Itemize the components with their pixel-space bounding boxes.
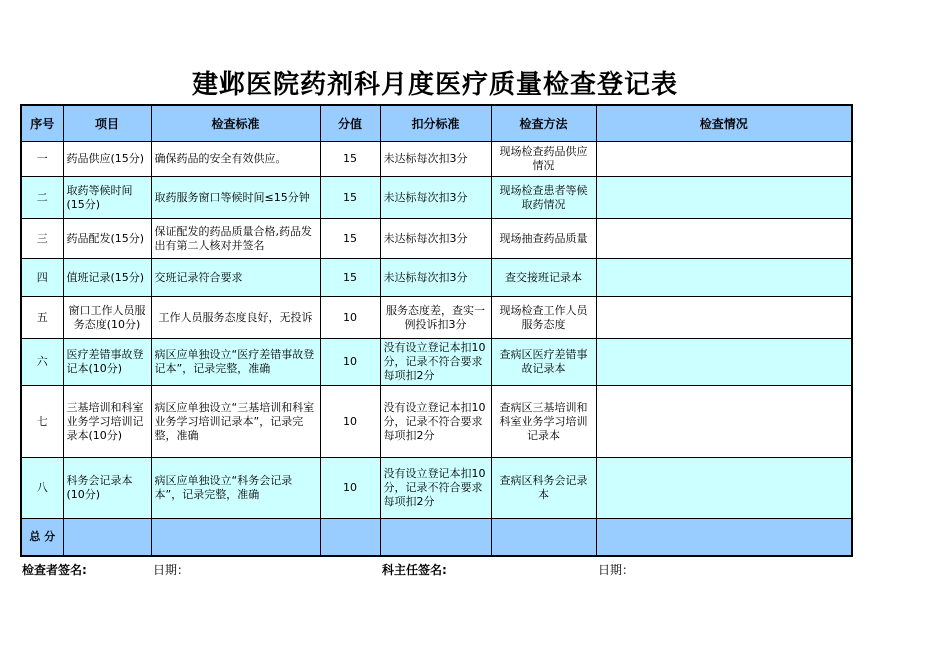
total-cell bbox=[320, 519, 380, 556]
cell-standard: 交班记录符合要求 bbox=[151, 259, 320, 297]
total-cell bbox=[151, 519, 320, 556]
cell-item: 窗口工作人员服务态度(10分) bbox=[63, 297, 151, 339]
table-row bbox=[21, 297, 852, 339]
cell-result[interactable] bbox=[596, 142, 852, 177]
cell-item: 药品配发(15分) bbox=[63, 219, 151, 259]
inspector-signature-label: 检查者签名: bbox=[22, 563, 87, 577]
cell-seq: 五 bbox=[21, 297, 63, 339]
cell-deduct: 没有设立登记本扣10分，记录不符合要求每项扣2分 bbox=[380, 386, 491, 458]
total-row bbox=[21, 519, 852, 556]
cell-score: 10 bbox=[320, 339, 380, 386]
cell-result[interactable] bbox=[596, 259, 852, 297]
director-signature-label: 科主任签名: bbox=[382, 563, 447, 577]
total-label: 总 分 bbox=[21, 519, 63, 556]
cell-score: 10 bbox=[320, 458, 380, 519]
cell-result[interactable] bbox=[596, 339, 852, 386]
cell-standard: 病区应单独设立“三基培训和科室业务学习培训记录本”，记录完整，准确 bbox=[151, 386, 320, 458]
cell-deduct: 未达标每次扣3分 bbox=[380, 177, 491, 219]
cell-score: 15 bbox=[320, 259, 380, 297]
cell-seq: 七 bbox=[21, 386, 63, 458]
table-row bbox=[21, 142, 852, 177]
table-row bbox=[21, 259, 852, 297]
cell-seq: 二 bbox=[21, 177, 63, 219]
cell-result[interactable] bbox=[596, 219, 852, 259]
total-cell bbox=[63, 519, 151, 556]
cell-standard: 工作人员服务态度良好，无投诉 bbox=[151, 297, 320, 339]
header-deduct: 扣分标准 bbox=[380, 105, 491, 142]
director-date-label: 日期： bbox=[598, 563, 635, 577]
page-title: 建邺医院药剂科月度医疗质量检查登记表 bbox=[191, 70, 678, 100]
cell-score: 15 bbox=[320, 177, 380, 219]
cell-standard: 病区应单独设立“科务会记录本”，记录完整，准确 bbox=[151, 458, 320, 519]
cell-deduct: 未达标每次扣3分 bbox=[380, 259, 491, 297]
cell-method: 查病区科务会记录本 bbox=[491, 458, 596, 519]
cell-seq: 一 bbox=[21, 142, 63, 177]
cell-standard: 确保药品的安全有效供应。 bbox=[151, 142, 320, 177]
header-score: 分值 bbox=[320, 105, 380, 142]
cell-item: 药品供应(15分) bbox=[63, 142, 151, 177]
cell-result[interactable] bbox=[596, 458, 852, 519]
inspector-date-label: 日期： bbox=[153, 563, 190, 577]
cell-item: 三基培训和科室业务学习培训记录本(10分) bbox=[63, 386, 151, 458]
quality-check-table bbox=[20, 104, 853, 557]
cell-standard: 病区应单独设立“医疗差错事故登记本”，记录完整，准确 bbox=[151, 339, 320, 386]
cell-item: 科务会记录本(10分) bbox=[63, 458, 151, 519]
cell-seq: 四 bbox=[21, 259, 63, 297]
cell-item: 值班记录(15分) bbox=[63, 259, 151, 297]
cell-method: 现场抽查药品质量 bbox=[491, 219, 596, 259]
total-cell bbox=[380, 519, 491, 556]
cell-deduct: 没有设立登记本扣10分，记录不符合要求每项扣2分 bbox=[380, 339, 491, 386]
cell-standard: 保证配发的药品质量合格,药品发出有第二人核对并签名 bbox=[151, 219, 320, 259]
cell-deduct: 服务态度差，查实一例投诉扣3分 bbox=[380, 297, 491, 339]
header-result: 检查情况 bbox=[596, 105, 852, 142]
cell-standard: 取药服务窗口等候时间≤15分钟 bbox=[151, 177, 320, 219]
cell-method: 现场检查药品供应情况 bbox=[491, 142, 596, 177]
cell-score: 10 bbox=[320, 297, 380, 339]
cell-item: 取药等候时间(15分) bbox=[63, 177, 151, 219]
cell-score: 10 bbox=[320, 386, 380, 458]
header-item: 项目 bbox=[63, 105, 151, 142]
table-row bbox=[21, 458, 852, 519]
cell-method: 查病区三基培训和科室业务学习培训记录本 bbox=[491, 386, 596, 458]
total-cell bbox=[491, 519, 596, 556]
cell-deduct: 未达标每次扣3分 bbox=[380, 142, 491, 177]
cell-method: 查交接班记录本 bbox=[491, 259, 596, 297]
header-standard: 检查标准 bbox=[151, 105, 320, 142]
cell-result[interactable] bbox=[596, 297, 852, 339]
header-method: 检查方法 bbox=[491, 105, 596, 142]
cell-deduct: 未达标每次扣3分 bbox=[380, 219, 491, 259]
cell-seq: 六 bbox=[21, 339, 63, 386]
cell-score: 15 bbox=[320, 219, 380, 259]
table-row bbox=[21, 177, 852, 219]
header-row bbox=[21, 105, 852, 142]
table-row bbox=[21, 219, 852, 259]
cell-result[interactable] bbox=[596, 386, 852, 458]
cell-deduct: 没有设立登记本扣10分，记录不符合要求每项扣2分 bbox=[380, 458, 491, 519]
cell-score: 15 bbox=[320, 142, 380, 177]
table-row bbox=[21, 339, 852, 386]
header-seq: 序号 bbox=[21, 105, 63, 142]
table-row bbox=[21, 386, 852, 458]
cell-method: 现场检查患者等候取药情况 bbox=[491, 177, 596, 219]
cell-item: 医疗差错事故登记本(10分) bbox=[63, 339, 151, 386]
cell-method: 查病区医疗差错事故记录本 bbox=[491, 339, 596, 386]
total-cell[interactable] bbox=[596, 519, 852, 556]
cell-result[interactable] bbox=[596, 177, 852, 219]
cell-seq: 八 bbox=[21, 458, 63, 519]
cell-method: 现场检查工作人员服务态度 bbox=[491, 297, 596, 339]
cell-seq: 三 bbox=[21, 219, 63, 259]
